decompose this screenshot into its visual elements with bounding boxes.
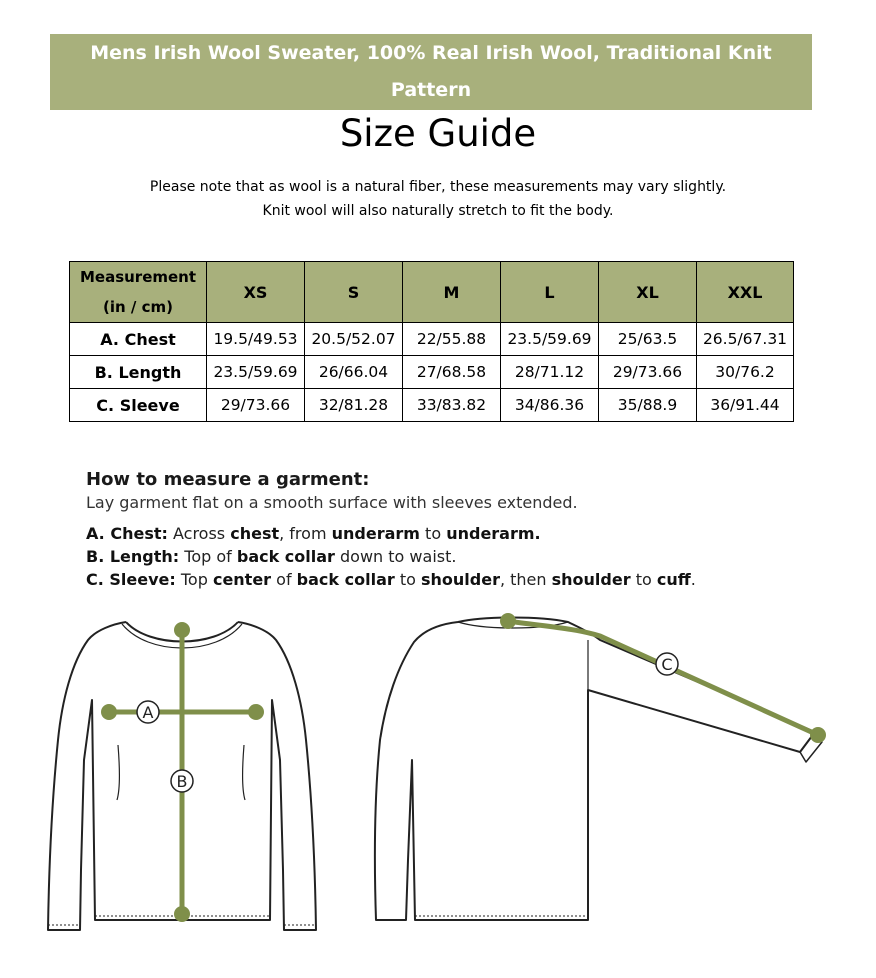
label-b: B [176,772,188,791]
table-cell: 33/83.82 [403,389,501,422]
table-cell: 29/73.66 [207,389,305,422]
table-cell: 32/81.28 [305,389,403,422]
table-cell: 26.5/67.31 [697,323,794,356]
size-header-s: S [305,262,403,323]
instruction-emphasis: underarm. [446,524,541,543]
table-cell: 28/71.12 [501,356,599,389]
instruction-emphasis: center [212,570,272,589]
instruction-emphasis: back collar [236,547,335,566]
label-b-marker [171,770,193,792]
size-header-m: M [403,262,501,323]
table-cell: 19.5/49.53 [207,323,305,356]
measurement-header-label: Measurement [79,268,197,286]
label-a-marker [137,701,159,723]
page-title: Size Guide [339,112,537,155]
instruction-text: , then [499,570,552,589]
instruction-emphasis: underarm [331,524,420,543]
instructions-subheading: Lay garment flat on a smooth surface with sleeves extended. [86,493,578,512]
size-header-l: L [501,262,599,323]
measurement-header-unit: (in / cm) [103,298,173,316]
instruction-text: Across [167,524,231,543]
size-header-xl: XL [599,262,697,323]
note-line-1: Please note that as wool is a natural fiber, these measurements may vary slightly. [149,179,727,195]
instruction-text: of [271,570,297,589]
instruction-text: , from [279,524,332,543]
instruction-emphasis: shoulder [420,570,500,589]
table-cell: 22/55.88 [403,323,501,356]
instruction-key: C. Sleeve: [86,570,176,589]
measure-line-sleeve [500,613,826,743]
instruction-text: to [419,524,447,543]
instruction-emphasis: chest [230,524,280,543]
instruction-text: to [630,570,657,589]
instruction-key: A. Chest: [86,524,168,543]
row-label-chest: A. Chest [70,323,207,356]
table-cell: 29/73.66 [599,356,697,389]
table-cell: 30/76.2 [697,356,794,389]
label-a: A [142,703,154,722]
table-cell: 25/63.5 [599,323,697,356]
instruction-text: Top of [179,547,237,566]
table-cell: 27/68.58 [403,356,501,389]
row-label-length: B. Length [70,356,207,389]
table-cell: 26/66.04 [305,356,403,389]
instructions-heading: How to measure a garment: [86,469,370,490]
size-header-xxl: XXL [697,262,794,323]
table-cell: 36/91.44 [697,389,794,422]
instruction-text: . [690,570,696,589]
table-cell: 20.5/52.07 [305,323,403,356]
product-title-banner: Mens Irish Wool Sweater, 100% Real Irish Wool, Traditional Knit Pattern [50,34,812,110]
table-cell: 35/88.9 [599,389,697,422]
instruction-emphasis: shoulder [551,570,631,589]
label-c-marker [656,653,678,675]
size-header-xs: XS [207,262,305,323]
instruction-text: down to waist. [334,547,457,566]
instruction-text: Top [175,570,213,589]
row-label-sleeve: C. Sleeve [70,389,207,422]
instruction-emphasis: cuff [656,570,691,589]
instruction-key: B. Length: [86,547,180,566]
note-line-2: Knit wool will also naturally stretch to fit the body. [262,203,614,219]
sweater-back-illustration [375,618,822,921]
table-cell: 23.5/59.69 [501,323,599,356]
table-cell: 23.5/59.69 [207,356,305,389]
instruction-text: to [394,570,421,589]
label-c: C [661,655,673,674]
table-cell: 34/86.36 [501,389,599,422]
instruction-emphasis: back collar [296,570,395,589]
